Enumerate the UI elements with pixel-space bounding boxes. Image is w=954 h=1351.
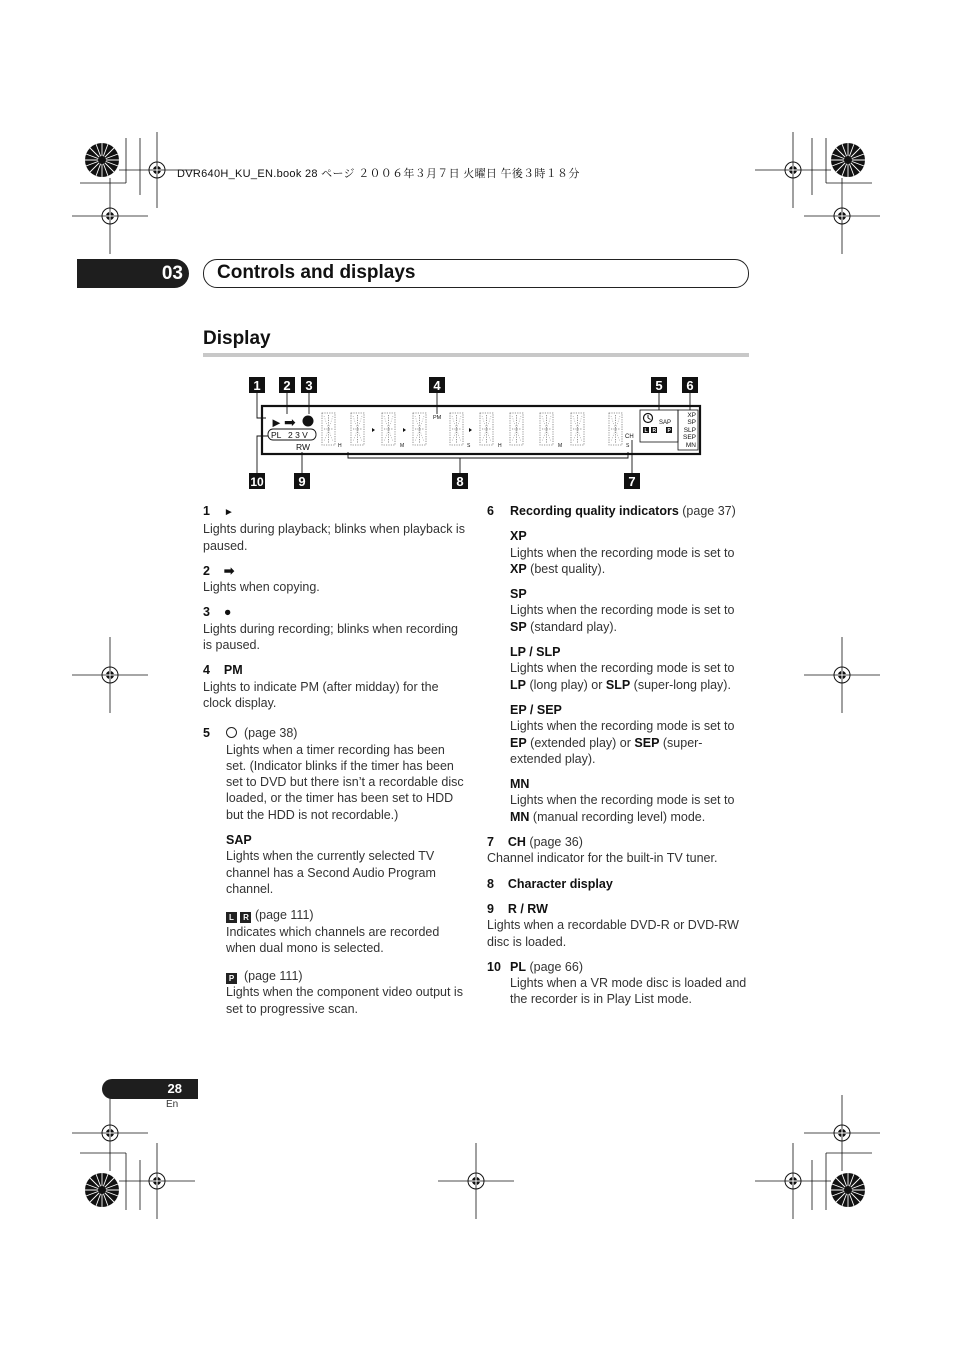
lp-title: LP / SLP (510, 645, 561, 660)
mn-title: MN (510, 777, 530, 792)
callout-label: 5 (655, 378, 663, 393)
mode-slp: SLP (683, 427, 696, 434)
p-box-icon: P (226, 973, 237, 984)
right-column (487, 503, 751, 1008)
xp-title: XP (510, 529, 527, 544)
play-indicator: ► (270, 415, 283, 430)
timer-clock-icon (226, 727, 237, 738)
item-number: 10 (487, 959, 501, 974)
mode-mn: MN (685, 442, 696, 449)
mode-sp: SP (687, 419, 696, 426)
item-page-ref: (page 66) (529, 959, 583, 974)
pm-indicator: PM (433, 415, 442, 421)
file-header: DVR640H_KU_EN.book 28 ページ ２００６年３月７日 火曜日 午後３時１８分 (177, 168, 580, 180)
item-title: Character display (507, 876, 613, 891)
mn-text: Lights when the recording mode is set to MN (manual recording level) mode. (510, 793, 735, 824)
item-number: 6 (487, 504, 494, 518)
item-number: 4 (203, 663, 210, 678)
item-page-ref: (page 37) (682, 504, 736, 518)
mode-sep: SEP (682, 434, 696, 441)
sap-text: Lights when the currently selected TV channel has a Second Audio Program channel. (226, 849, 436, 896)
callout-label: 1 (253, 378, 261, 393)
channel-number-indicator: 2 3 V (288, 430, 308, 440)
copy-symbol: ➡ (223, 563, 235, 578)
callout-label: 8 (456, 474, 464, 489)
item-6 (487, 503, 751, 825)
item-number: 9 (487, 901, 494, 916)
item-title: Recording quality indicators (510, 504, 679, 518)
callout-bottom-9 (294, 473, 310, 489)
front-panel-display-figure (240, 370, 720, 495)
sp-text: Lights when the recording mode is set to SP (standard play). (510, 603, 735, 634)
sap-indicator: SAP (659, 420, 672, 426)
callout-top-5 (651, 377, 667, 393)
item-text: Lights to indicate PM (after midday) for the clock display. (203, 679, 439, 710)
ep-text: Lights when the recording mode is set to EP (extended play) or SEP (super-extended play). (510, 719, 735, 766)
callout-label: 2 (283, 378, 291, 393)
item-number: 7 (487, 835, 494, 850)
item-number: 1 (203, 504, 210, 518)
item-title: CH (507, 835, 526, 850)
lr-text: Indicates which channels are recorded when dual mono is selected. (226, 924, 440, 955)
item-text: Lights when a recordable DVD-R or DVD-RW disc is loaded. (487, 918, 739, 949)
rw-indicator: RW (296, 442, 311, 452)
copy-indicator: ➡ (284, 414, 296, 430)
item-page-ref: (page 36) (529, 835, 583, 850)
seg-h-label-2: H (498, 443, 502, 449)
p-indicator: P (667, 428, 671, 434)
item-text: Lights when copying. (203, 580, 320, 595)
page-language: En (166, 1099, 179, 1110)
item-page-ref: (page 38) (243, 726, 298, 741)
record-symbol: ● (223, 605, 232, 620)
pl-indicator: PL (271, 430, 282, 440)
callout-label: 9 (298, 474, 306, 489)
item-number: 5 (203, 726, 210, 741)
callout-label: 7 (628, 474, 636, 489)
item-number: 3 (203, 605, 210, 620)
callout-top-6 (682, 377, 698, 393)
play-symbol: ► (223, 507, 234, 518)
item-text: Channel indicator for the built-in TV tuner. (487, 851, 718, 866)
callout-label: 10 (250, 475, 264, 489)
ep-title: EP / SEP (510, 702, 562, 717)
item-4 (203, 662, 465, 711)
callout-label: 3 (305, 378, 313, 393)
r-indicator: R (652, 428, 657, 434)
item-number: 8 (487, 876, 494, 891)
item-number: 2 (203, 563, 210, 578)
chapter-number: 03 (77, 259, 189, 288)
lp-text: Lights when the recording mode is set to LP (long play) or SLP (super-long play). (510, 661, 735, 692)
item-text: Lights when a VR mode disc is loaded and the recorder is in Play List mode. (510, 976, 747, 1007)
item-title: PM (223, 663, 243, 678)
callout-top-2 (279, 377, 295, 393)
r-box-icon: R (240, 912, 251, 923)
item-text: Lights during recording; blinks when recording is paused. (203, 621, 459, 653)
item-10 (487, 959, 751, 1008)
p-page-ref: (page 111) (243, 969, 303, 984)
item-text: Lights when a timer recording has been set. (Indicator blinks if the timer has been set to DVD but there isn’t a recordable disc loaded, or the timer has been set to HDD but the HDD is not recordable.) (226, 742, 464, 822)
callout-label: 4 (433, 378, 441, 393)
left-column (203, 503, 465, 1017)
sp-title: SP (510, 587, 527, 602)
item-5 (203, 725, 465, 1017)
item-8 (487, 876, 751, 892)
callout-bottom-7 (624, 473, 640, 489)
seg-m-label: M (400, 443, 405, 449)
seg-m-label-2: M (558, 443, 563, 449)
callout-bottom-8 (452, 473, 468, 489)
xp-text: Lights when the recording mode is set to XP (best quality). (510, 545, 735, 576)
lr-page-ref: (page 111) (254, 908, 314, 923)
callout-label: 6 (686, 378, 694, 393)
chapter-title: Controls and displays (217, 262, 416, 283)
item-9 (487, 901, 751, 950)
l-indicator: L (644, 428, 648, 434)
l-box-icon: L (226, 912, 237, 923)
mode-xp: XP (687, 412, 696, 419)
seg-h-label: H (338, 443, 342, 449)
item-3 (203, 604, 465, 653)
callout-top-1 (249, 377, 265, 393)
item-title: R / RW (507, 901, 548, 916)
item-1 (203, 503, 465, 554)
callout-top-3 (301, 377, 317, 393)
item-2 (203, 563, 465, 596)
sap-title: SAP (226, 833, 252, 848)
ch-indicator: CH (625, 434, 634, 440)
section-title: Display (203, 328, 271, 349)
record-indicator (303, 416, 314, 427)
section-rule (203, 353, 749, 357)
seg-s-label: S (467, 443, 471, 449)
page-number: 28 (102, 1079, 198, 1099)
callout-bottom-10 (249, 473, 265, 489)
seg-s-label-2: S (626, 443, 630, 449)
item-7 (487, 834, 751, 867)
callout-top-4 (429, 377, 445, 393)
item-title: PL (510, 959, 526, 974)
p-text: Lights when the component video output is set to progressive scan. (226, 985, 463, 1016)
item-text: Lights during playback; blinks when playback is paused. (203, 522, 465, 553)
